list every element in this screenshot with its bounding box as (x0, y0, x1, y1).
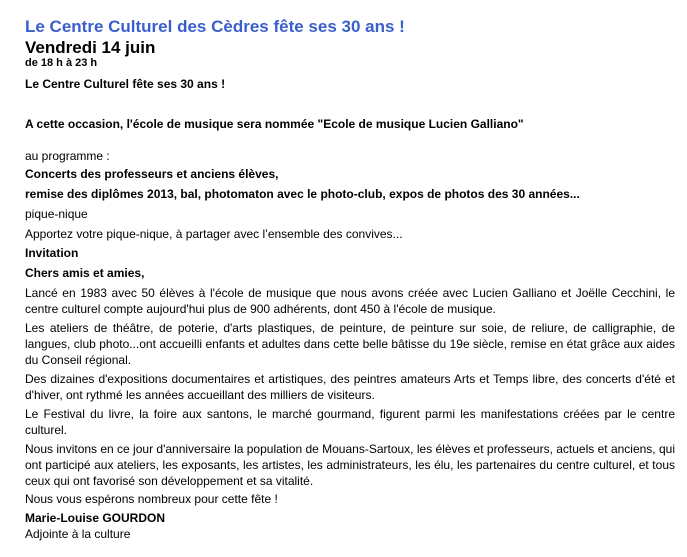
picnic-text: Apportez votre pique-nique, à partager avec l’ensemble des convives... (25, 227, 403, 241)
paragraph-invitation: Nous invitons en ce jour d'anniversaire la population de Mouans-Sartoux, les élèves et professeurs, actuels et anciens, qui ont participé aux ateliers, les exposants, les artistes, les administrateurs, les élu, les partenaires du centre culturel, et tous ceux qui ont favorisé son développement et sa vitalité. (25, 442, 675, 488)
invitation-label: Invitation (25, 246, 79, 260)
page-title: Le Centre Culturel des Cèdres fête ses 30 ans ! (25, 17, 405, 36)
invitation-greeting: Chers amis et amies, (25, 266, 145, 280)
signature-role: Adjointe à la culture (25, 527, 131, 541)
closing-line: Nous vous espérons nombreux pour cette fête ! (25, 492, 278, 506)
programme-label: au programme : (25, 149, 110, 163)
paragraph-workshops: Les ateliers de théâtre, de poterie, d'arts plastiques, de peinture, de peinture sur soie, de reliure, de calligraphie, de langues, club photo...ont accueilli enfants et adultes dans cette belle bâtisse du 19e siècle, remise en état grâce aux aides du Conseil régional. (25, 321, 675, 367)
intro-headline: Le Centre Culturel fête ses 30 ans ! (25, 77, 226, 91)
signature-name: Marie-Louise GOURDON (25, 511, 166, 525)
picnic-label: pique-nique (25, 207, 88, 221)
programme-item-concerts: Concerts des professeurs et anciens élèves, (25, 167, 279, 181)
intro-occasion: A cette occasion, l'école de musique sera nommée "Ecole de musique Lucien Galliano" (25, 117, 524, 131)
event-date: Vendredi 14 juin (25, 38, 156, 57)
programme-item-diplomas: remise des diplômes 2013, bal, photomaton avec le photo-club, expos de photos des 30 années... (25, 187, 580, 201)
paragraph-history: Lancé en 1983 avec 50 élèves à l'école de musique que nous avons créée avec Lucien Galliano et Joëlle Cecchini, le centre culturel compte aujourd'hui plus de 900 adhérents, dont 450 à l'école de musique. (25, 286, 675, 316)
paragraph-exhibitions: Des dizaines d'expositions documentaires et artistiques, des peintres amateurs Arts et Temps libre, des concerts d'été et d'hiver, ont rythmé les années accueillant des milliers de visiteurs. (25, 372, 675, 402)
paragraph-festivals: Le Festival du livre, la foire aux santons, le marché gourmand, figurent parmi les manifestations créées par le centre culturel. (25, 407, 675, 437)
event-time: de 18 h à 23 h (25, 57, 98, 69)
